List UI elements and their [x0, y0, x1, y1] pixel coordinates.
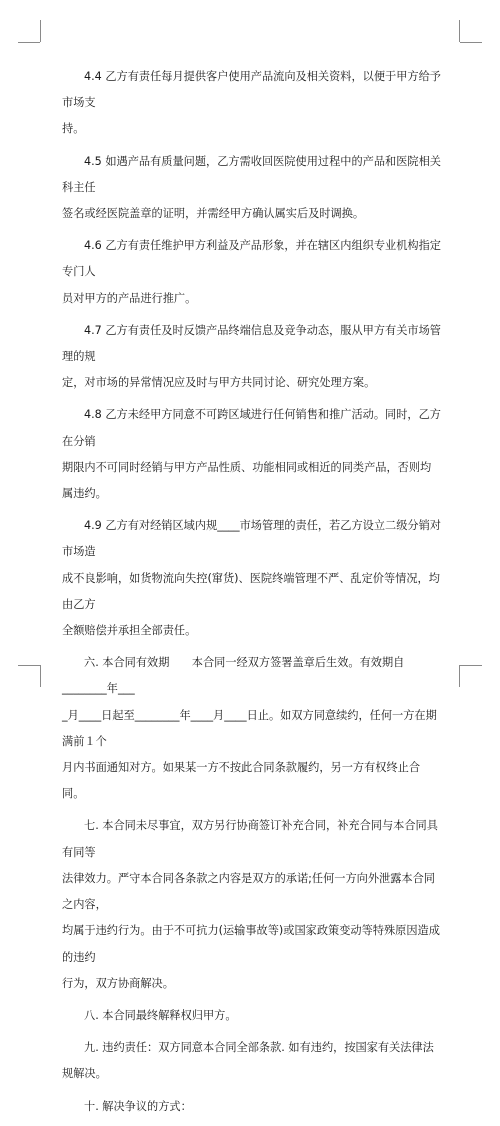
line: 期限内不可同时经销与甲方产品性质、功能相同或相近的同类产品，否则均属违约。 — [62, 460, 432, 501]
line: 行为，双方协商解决。 — [62, 976, 174, 990]
crop-mark-top-left-v — [40, 20, 41, 42]
line: 4.5 如遇产品有质量问题，乙方需收回医院使用过程中的产品和医院相关科主任 — [62, 154, 441, 194]
crop-mark-bottom-right-h — [460, 665, 482, 666]
line: 十. 解决争议的方式： — [84, 1099, 192, 1113]
clause-4-6 — [62, 233, 442, 312]
clause-4-8 — [62, 402, 442, 507]
crop-mark-bottom-right-v — [459, 665, 460, 687]
clause-8-interpretation — [62, 1003, 442, 1029]
document-body — [62, 64, 442, 1126]
line: 4.8 乙方未经甲方同意不可跨区域进行任何销售和推广活动。同时，乙方在分销 — [62, 408, 441, 448]
crop-mark-top-left-h — [18, 42, 40, 43]
clause-4-4 — [62, 64, 442, 143]
crop-mark-bottom-left-v — [40, 665, 41, 687]
line: 六. 本合同有效期 本合同一经双方签署盖章后生效。有效期自________年___ — [62, 656, 405, 696]
clause-10-dispute — [62, 1094, 442, 1120]
clause-4-5 — [62, 149, 442, 228]
line: 成不良影响，如货物流向失控(窜货)、医院终端管理不严、乱定价等情况，均由乙方 — [62, 571, 440, 611]
crop-mark-top-right-h — [460, 42, 482, 43]
line: 均属于违约行为。由于不可抗力(运输事故等)或国家政策变动等特殊原因造成的违约 — [62, 924, 440, 964]
clause-4-9 — [62, 513, 442, 644]
clause-4-7 — [62, 318, 442, 397]
line: 员对甲方的产品进行推广。 — [62, 291, 197, 305]
crop-mark-top-right-v — [459, 20, 460, 42]
line: 4.4 乙方有责任每月提供客户使用产品流向及相关资料，以便于甲方给予市场支 — [62, 70, 441, 110]
line: 持。 — [62, 122, 85, 136]
crop-mark-bottom-left-h — [18, 665, 40, 666]
line: 月内书面通知对方。如果某一方不按此合同条款履约，另一方有权终止合同。 — [62, 761, 421, 801]
line: 4.7 乙方有责任及时反馈产品终端信息及竞争动态，服从甲方有关市场管理的规 — [62, 323, 441, 364]
clause-6-term — [62, 650, 442, 807]
line: 法律效力。严守本合同各条款之内容是双方的承诺;任何一方向外泄露本合同之内容， — [62, 871, 435, 912]
clause-7-supplement — [62, 813, 442, 996]
line: 签名或经医院盖章的证明，并需经甲方确认属实后及时调换。 — [62, 207, 365, 221]
clause-9-liability — [62, 1035, 442, 1087]
line: 定，对市场的异常情况应及时与甲方共同讨论、研究处理方案。 — [62, 376, 376, 390]
line: 全额赔偿并承担全部责任。 — [62, 624, 197, 638]
line: 4.6 乙方有责任维护甲方利益及产品形象，并在辖区内组织专业机构指定专门人 — [62, 239, 441, 279]
line: 七. 本合同未尽事宜，双方另行协商签订补充合同，补充合同与本合同具有同等 — [62, 819, 438, 859]
line: 4.9 乙方有对经销区域内规____市场管理的责任，若乙方设立二级分销对市场造 — [62, 519, 441, 559]
line: 八. 本合同最终解释权归甲方。 — [84, 1008, 237, 1022]
line: 九. 违约责任：双方同意本合同全部条款. 如有违约，按国家有关法律法规解决。 — [62, 1041, 434, 1081]
line: _月____日起至________年____月____日止。如双方同意续约，任何一方在期满前１个 — [62, 708, 437, 748]
